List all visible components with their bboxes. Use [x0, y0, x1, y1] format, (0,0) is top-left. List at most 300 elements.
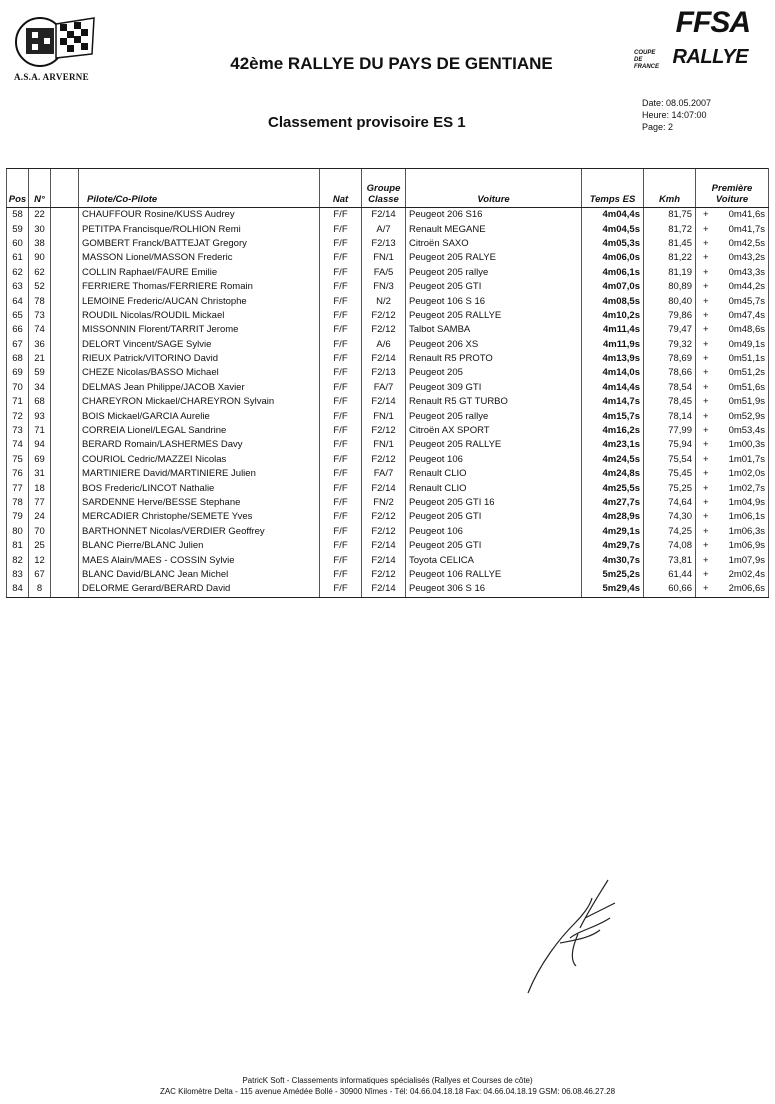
table-row: [7, 222, 769, 236]
cell-kmh: 77,99: [644, 424, 696, 438]
cell-car: Renault CLIO: [406, 467, 582, 481]
cell-spacer: [51, 222, 79, 236]
gap-value: 1m07,9s: [728, 554, 765, 566]
cell-time: 5m25,2s: [582, 568, 644, 582]
page-subtitle: Classement provisoire ES 1: [268, 114, 466, 131]
cell-pos: 71: [7, 395, 29, 409]
gap-value: 1m00,3s: [728, 439, 765, 451]
cell-nat: F/F: [320, 424, 362, 438]
cell-group: FA/7: [362, 467, 406, 481]
cell-num: 78: [29, 294, 51, 308]
cell-pos: 60: [7, 237, 29, 251]
cell-time: 4m04,4s: [582, 208, 644, 223]
cell-car: Peugeot 205 rallye: [406, 409, 582, 423]
footer: [0, 1075, 775, 1097]
col-header-first: Première Voiture: [696, 169, 769, 208]
cell-num: 38: [29, 237, 51, 251]
cell-pos: 58: [7, 208, 29, 223]
col-header-group: Groupe Classe: [362, 169, 406, 208]
cell-pilot: MASSON Lionel/MASSON Frederic: [79, 251, 320, 265]
cell-num: 36: [29, 338, 51, 352]
cell-gap: [696, 496, 769, 510]
cell-pos: 78: [7, 496, 29, 510]
footer-line-2: ZAC Kilomètre Delta - 115 avenue Amédée Bollé - 30900 Nîmes - Tél: 04.66.04.18.18 Fax: 04.66.04.18.19 GSM: 06.08.46.27.28: [159, 1087, 616, 1096]
cell-time: 4m27,7s: [582, 496, 644, 510]
cell-pos: 84: [7, 582, 29, 597]
gap-value: 0m44,2s: [728, 281, 765, 293]
cell-car: Peugeot 309 GTI: [406, 381, 582, 395]
cell-group: FN/1: [362, 438, 406, 452]
cell-pilot: BLANC David/BLANC Jean Michel: [79, 568, 320, 582]
cell-kmh: 75,94: [644, 438, 696, 452]
cell-kmh: 74,30: [644, 510, 696, 524]
cell-pos: 81: [7, 539, 29, 553]
cell-car: Talbot SAMBA: [406, 323, 582, 337]
cell-group: F2/14: [362, 352, 406, 366]
cell-gap: [696, 510, 769, 524]
cell-group: F2/14: [362, 208, 406, 223]
cell-car: Peugeot 205 rallye: [406, 266, 582, 280]
cell-car: Peugeot 206 XS: [406, 338, 582, 352]
table-header-row: [7, 169, 769, 208]
gap-prefix: +: [703, 266, 709, 278]
cell-spacer: [51, 208, 79, 223]
gap-prefix: +: [703, 439, 709, 451]
cell-time: 5m29,4s: [582, 582, 644, 597]
gap-prefix: +: [703, 367, 709, 379]
cell-group: FN/3: [362, 280, 406, 294]
table-row: [7, 309, 769, 323]
cell-group: F2/12: [362, 568, 406, 582]
cell-pos: 80: [7, 525, 29, 539]
cell-gap: [696, 338, 769, 352]
cell-pos: 63: [7, 280, 29, 294]
cell-group: F2/14: [362, 582, 406, 597]
cell-car: Peugeot 205 GTI: [406, 280, 582, 294]
gap-prefix: +: [703, 353, 709, 365]
cell-num: 8: [29, 582, 51, 597]
cell-nat: F/F: [320, 323, 362, 337]
table-row: [7, 323, 769, 337]
cell-group: FA/7: [362, 381, 406, 395]
cell-time: 4m04,5s: [582, 222, 644, 236]
cell-group: F2/14: [362, 553, 406, 567]
table-row: [7, 496, 769, 510]
gap-value: 1m01,7s: [728, 453, 765, 465]
table-row: [7, 352, 769, 366]
cell-nat: F/F: [320, 266, 362, 280]
cell-kmh: 81,19: [644, 266, 696, 280]
cell-spacer: [51, 237, 79, 251]
club-name: A.S.A. ARVERNE: [14, 72, 89, 82]
table-row: [7, 381, 769, 395]
cell-nat: F/F: [320, 467, 362, 481]
cell-spacer: [51, 266, 79, 280]
cell-gap: [696, 481, 769, 495]
cell-group: F2/12: [362, 309, 406, 323]
cell-kmh: 80,40: [644, 294, 696, 308]
gap-value: 2m02,4s: [728, 568, 765, 580]
cell-time: 4m14,0s: [582, 366, 644, 380]
cell-kmh: 80,89: [644, 280, 696, 294]
table-row: [7, 409, 769, 423]
cell-num: 34: [29, 381, 51, 395]
results-table-container: [6, 168, 768, 598]
cell-nat: F/F: [320, 510, 362, 524]
cell-kmh: 74,08: [644, 539, 696, 553]
cell-pilot: COURIOL Cedric/MAZZEI Nicolas: [79, 453, 320, 467]
cell-time: 4m11,4s: [582, 323, 644, 337]
ffsa-wordmark: FFSA: [675, 6, 750, 39]
cell-group: A/7: [362, 222, 406, 236]
cell-car: Toyota CELICA: [406, 553, 582, 567]
cell-car: Peugeot 206 S16: [406, 208, 582, 223]
cell-car: Peugeot 205 RALLYE: [406, 438, 582, 452]
cell-pos: 72: [7, 409, 29, 423]
cell-pilot: MAES Alain/MAES - COSSIN Sylvie: [79, 553, 320, 567]
cell-num: 67: [29, 568, 51, 582]
cell-spacer: [51, 438, 79, 452]
rallye-wordmark: RALLYE: [672, 46, 748, 68]
cell-nat: F/F: [320, 208, 362, 223]
cell-car: Peugeot 306 S 16: [406, 582, 582, 597]
cell-nat: F/F: [320, 222, 362, 236]
cell-kmh: 79,47: [644, 323, 696, 337]
gap-value: 0m43,2s: [728, 252, 765, 264]
gap-prefix: +: [703, 237, 709, 249]
gap-value: 0m47,4s: [728, 309, 765, 321]
cell-time: 4m14,7s: [582, 395, 644, 409]
cell-car: Renault R5 PROTO: [406, 352, 582, 366]
cell-time: 4m24,8s: [582, 467, 644, 481]
cell-pilot: SARDENNE Herve/BESSE Stephane: [79, 496, 320, 510]
gap-value: 0m53,4s: [728, 425, 765, 437]
cell-num: 52: [29, 280, 51, 294]
table-row: [7, 294, 769, 308]
cell-nat: F/F: [320, 352, 362, 366]
cell-time: 4m14,4s: [582, 381, 644, 395]
cell-car: Peugeot 205 GTI: [406, 510, 582, 524]
gap-value: 1m02,0s: [728, 468, 765, 480]
cell-pilot: MERCADIER Christophe/SEMETE Yves: [79, 510, 320, 524]
cell-kmh: 75,54: [644, 453, 696, 467]
cell-car: Peugeot 205 GTI 16: [406, 496, 582, 510]
cell-time: 4m24,5s: [582, 453, 644, 467]
cell-kmh: 78,66: [644, 366, 696, 380]
gap-prefix: +: [703, 396, 709, 408]
cell-nat: F/F: [320, 338, 362, 352]
cell-group: A/6: [362, 338, 406, 352]
cell-gap: [696, 222, 769, 236]
cell-nat: F/F: [320, 251, 362, 265]
col-header-pos: Pos: [7, 169, 29, 208]
cell-time: 4m07,0s: [582, 280, 644, 294]
cell-group: FN/1: [362, 409, 406, 423]
table-row: [7, 525, 769, 539]
table-row: [7, 481, 769, 495]
cell-gap: [696, 424, 769, 438]
cell-pilot: GOMBERT Franck/BATTEJAT Gregory: [79, 237, 320, 251]
gap-prefix: +: [703, 252, 709, 264]
cell-time: 4m29,7s: [582, 539, 644, 553]
cell-gap: [696, 568, 769, 582]
cell-time: 4m08,5s: [582, 294, 644, 308]
cell-car: Renault CLIO: [406, 481, 582, 495]
cell-kmh: 78,45: [644, 395, 696, 409]
cell-pos: 74: [7, 438, 29, 452]
cell-pos: 70: [7, 381, 29, 395]
cell-pilot: DELMAS Jean Philippe/JACOB Xavier: [79, 381, 320, 395]
footer-line-1: PatricK Soft - Classements informatiques spécialisés (Rallyes et Courses de côte): [242, 1076, 533, 1085]
cell-num: 62: [29, 266, 51, 280]
cell-pilot: CORREIA Lionel/LEGAL Sandrine: [79, 424, 320, 438]
cell-gap: [696, 582, 769, 597]
cell-spacer: [51, 366, 79, 380]
cell-spacer: [51, 553, 79, 567]
cell-pos: 67: [7, 338, 29, 352]
cell-gap: [696, 539, 769, 553]
cell-group: F2/12: [362, 323, 406, 337]
gap-prefix: +: [703, 583, 709, 595]
cell-num: 90: [29, 251, 51, 265]
cell-nat: F/F: [320, 438, 362, 452]
cell-kmh: 73,81: [644, 553, 696, 567]
table-row: [7, 280, 769, 294]
gap-prefix: +: [703, 281, 709, 293]
cell-spacer: [51, 280, 79, 294]
cell-pos: 59: [7, 222, 29, 236]
date-text: Date: 08.05.2007: [642, 98, 712, 108]
cell-group: FN/1: [362, 251, 406, 265]
cell-pilot: PETITPA Francisque/ROLHION Remi: [79, 222, 320, 236]
gap-value: 0m51,9s: [728, 396, 765, 408]
cell-kmh: 79,32: [644, 338, 696, 352]
cell-time: 4m10,2s: [582, 309, 644, 323]
cell-pos: 75: [7, 453, 29, 467]
cell-gap: [696, 352, 769, 366]
gap-prefix: +: [703, 338, 709, 350]
cell-car: Renault R5 GT TURBO: [406, 395, 582, 409]
cell-gap: [696, 395, 769, 409]
cell-group: N/2: [362, 294, 406, 308]
cell-pilot: BERARD Romain/LASHERMES Davy: [79, 438, 320, 452]
time-text: Heure: 14:07:00: [642, 110, 707, 120]
gap-value: 1m06,3s: [728, 525, 765, 537]
cell-gap: [696, 525, 769, 539]
cell-kmh: 78,14: [644, 409, 696, 423]
cell-group: FN/2: [362, 496, 406, 510]
cell-nat: F/F: [320, 409, 362, 423]
cell-kmh: 81,45: [644, 237, 696, 251]
cell-spacer: [51, 309, 79, 323]
cell-group: F2/14: [362, 539, 406, 553]
cell-num: 93: [29, 409, 51, 423]
cell-pos: 69: [7, 366, 29, 380]
cell-nat: F/F: [320, 481, 362, 495]
cell-spacer: [51, 323, 79, 337]
cell-nat: F/F: [320, 280, 362, 294]
cell-car: Peugeot 106 RALLYE: [406, 568, 582, 582]
cell-car: Peugeot 205: [406, 366, 582, 380]
gap-prefix: +: [703, 497, 709, 508]
gap-prefix: +: [703, 468, 709, 480]
cell-car: Citroën SAXO: [406, 237, 582, 251]
cell-gap: [696, 381, 769, 395]
cell-nat: F/F: [320, 309, 362, 323]
cell-car: Peugeot 106: [406, 525, 582, 539]
gap-prefix: +: [703, 295, 709, 307]
cell-group: F2/14: [362, 395, 406, 409]
cell-group: FA/5: [362, 266, 406, 280]
cell-pilot: CHAREYRON Mickael/CHAREYRON Sylvain: [79, 395, 320, 409]
gap-prefix: +: [703, 309, 709, 321]
cell-kmh: 81,72: [644, 222, 696, 236]
gap-value: 1m06,1s: [728, 511, 765, 523]
cell-spacer: [51, 525, 79, 539]
cell-nat: F/F: [320, 582, 362, 597]
cell-time: 4m05,3s: [582, 237, 644, 251]
cell-num: 69: [29, 453, 51, 467]
cell-time: 4m30,7s: [582, 553, 644, 567]
cell-gap: [696, 453, 769, 467]
gap-value: 0m42,5s: [728, 237, 765, 249]
cell-group: F2/14: [362, 481, 406, 495]
cell-num: 12: [29, 553, 51, 567]
cell-group: F2/12: [362, 453, 406, 467]
col-header-time: Temps ES: [582, 169, 644, 208]
cell-pos: 79: [7, 510, 29, 524]
gap-prefix: +: [703, 568, 709, 580]
gap-value: 0m43,3s: [728, 266, 765, 278]
cell-gap: [696, 409, 769, 423]
table-row: [7, 467, 769, 481]
cell-spacer: [51, 338, 79, 352]
cell-pilot: LEMOINE Frederic/AUCAN Christophe: [79, 294, 320, 308]
cell-time: 4m06,1s: [582, 266, 644, 280]
cell-group: F2/12: [362, 510, 406, 524]
gap-prefix: +: [703, 554, 709, 566]
cell-kmh: 81,75: [644, 208, 696, 223]
gap-prefix: +: [703, 324, 709, 336]
cell-nat: F/F: [320, 237, 362, 251]
gap-value: 0m51,2s: [728, 367, 765, 379]
cell-pos: 66: [7, 323, 29, 337]
cell-nat: F/F: [320, 568, 362, 582]
gap-prefix: +: [703, 482, 709, 494]
cell-car: Peugeot 106: [406, 453, 582, 467]
table-row: [7, 539, 769, 553]
gap-value: 1m02,7s: [728, 482, 765, 494]
gap-prefix: +: [703, 425, 709, 437]
cell-pilot: MARTINIERE David/MARTINIERE Julien: [79, 467, 320, 481]
cell-group: F2/13: [362, 237, 406, 251]
table-row: [7, 568, 769, 582]
cell-time: 4m06,0s: [582, 251, 644, 265]
table-row: [7, 438, 769, 452]
cell-spacer: [51, 381, 79, 395]
cell-kmh: 78,54: [644, 381, 696, 395]
cell-kmh: 78,69: [644, 352, 696, 366]
cell-gap: [696, 251, 769, 265]
cell-num: 73: [29, 309, 51, 323]
cell-pilot: CHAUFFOUR Rosine/KUSS Audrey: [79, 208, 320, 223]
cell-nat: F/F: [320, 539, 362, 553]
cell-gap: [696, 237, 769, 251]
cell-kmh: 74,25: [644, 525, 696, 539]
gap-value: 0m51,1s: [728, 353, 765, 365]
cell-pilot: DELORME Gerard/BERARD David: [79, 582, 320, 597]
results-table: [6, 168, 769, 598]
cell-kmh: 60,66: [644, 582, 696, 597]
col-header-nat: Nat: [320, 169, 362, 208]
gap-value: 0m41,7s: [728, 223, 765, 235]
cell-num: 25: [29, 539, 51, 553]
cell-kmh: 75,25: [644, 481, 696, 495]
cell-gap: [696, 553, 769, 567]
cell-gap: [696, 208, 769, 223]
gap-prefix: +: [703, 511, 709, 523]
cell-pos: 68: [7, 352, 29, 366]
cell-pilot: RIEUX Patrick/VITORINO David: [79, 352, 320, 366]
cell-spacer: [51, 467, 79, 481]
cell-gap: [696, 323, 769, 337]
gap-value: 1m04,9s: [728, 497, 765, 508]
cell-num: 94: [29, 438, 51, 452]
cell-spacer: [51, 539, 79, 553]
cell-num: 74: [29, 323, 51, 337]
cell-kmh: 81,22: [644, 251, 696, 265]
cell-gap: [696, 309, 769, 323]
cell-pos: 64: [7, 294, 29, 308]
cell-gap: [696, 467, 769, 481]
cell-spacer: [51, 395, 79, 409]
cell-pilot: COLLIN Raphael/FAURE Emilie: [79, 266, 320, 280]
gap-value: 2m06,6s: [728, 583, 765, 595]
cell-car: Peugeot 106 S 16: [406, 294, 582, 308]
cell-spacer: [51, 510, 79, 524]
cell-pos: 77: [7, 481, 29, 495]
results-body: [7, 208, 769, 598]
table-row: [7, 453, 769, 467]
cell-num: 22: [29, 208, 51, 223]
cell-num: 30: [29, 222, 51, 236]
cell-pilot: BOS Frederic/LINCOT Nathalie: [79, 481, 320, 495]
cell-pos: 61: [7, 251, 29, 265]
cell-pilot: CHEZE Nicolas/BASSO Michael: [79, 366, 320, 380]
cell-spacer: [51, 424, 79, 438]
cell-num: 59: [29, 366, 51, 380]
cell-car: Peugeot 205 RALLYE: [406, 309, 582, 323]
cell-nat: F/F: [320, 453, 362, 467]
table-row: [7, 237, 769, 251]
gap-value: 0m45,7s: [728, 295, 765, 307]
cell-group: F2/13: [362, 366, 406, 380]
gap-value: 0m48,6s: [728, 324, 765, 336]
gap-value: 0m51,6s: [728, 381, 765, 393]
cell-time: 4m15,7s: [582, 409, 644, 423]
table-row: [7, 553, 769, 567]
col-header-pilot: Pilote/Co-Pilote: [79, 169, 320, 208]
col-header-spacer: [51, 169, 79, 208]
table-row: [7, 266, 769, 280]
cell-car: Citroën AX SPORT: [406, 424, 582, 438]
cell-time: 4m29,1s: [582, 525, 644, 539]
cell-num: 71: [29, 424, 51, 438]
cell-kmh: 61,44: [644, 568, 696, 582]
cell-gap: [696, 266, 769, 280]
cell-time: 4m11,9s: [582, 338, 644, 352]
col-header-car: Voiture: [406, 169, 582, 208]
